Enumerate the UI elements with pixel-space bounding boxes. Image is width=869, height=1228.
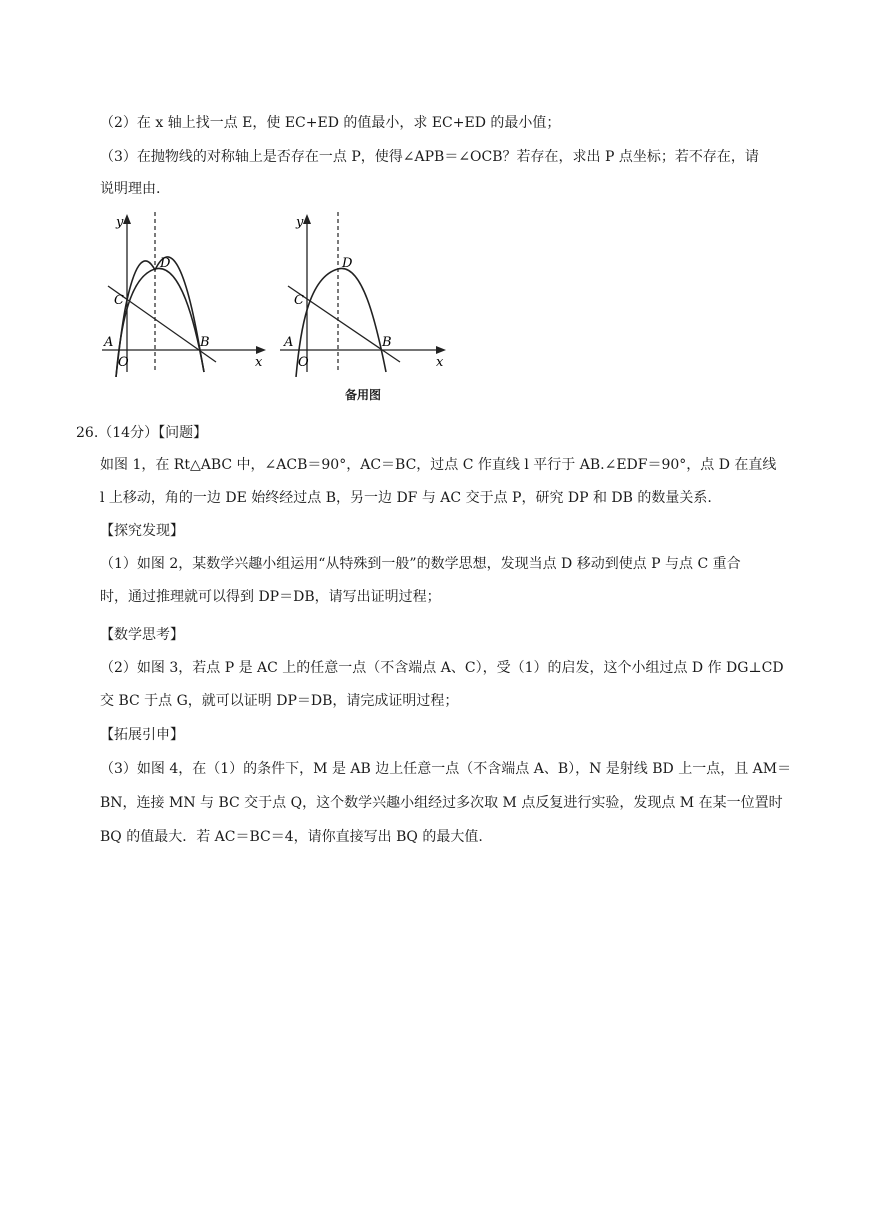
q26-part2-line1: （2）如图 3，若点 P 是 AC 上的任意一点（不含端点 A、C），受（1）的启发，这个小组过点 D 作 DG⊥CD — [100, 660, 784, 676]
label-y: y — [296, 215, 304, 230]
label-A: A — [284, 335, 294, 350]
q25-part3-line1: （3）在抛物线的对称轴上是否存在一点 P，使得∠APB＝∠OCB？若存在，求出 P 点坐标；若不存在，请 — [100, 149, 759, 165]
parabola-figure-2 — [278, 212, 456, 377]
label-y: y — [116, 215, 124, 230]
label-D: D — [342, 256, 353, 271]
q25-part2: （2）在 x 轴上找一点 E，使 EC+ED 的值最小，求 EC+ED 的最小值； — [100, 115, 561, 131]
label-x: x — [255, 355, 263, 370]
q26-part1-line2: 时，通过推理就可以得到 DP＝DB，请写出证明过程； — [100, 589, 441, 605]
label-x: x — [436, 355, 444, 370]
label-C: C — [294, 293, 304, 308]
label-O: O — [118, 355, 129, 370]
q25-part3-line2: 说明理由. — [100, 181, 161, 197]
q26-part2-line2: 交 BC 于点 G，就可以证明 DP＝DB，请完成证明过程； — [100, 693, 459, 709]
label-D: D — [160, 256, 171, 271]
q26-explore-heading: 【探究发现】 — [100, 523, 184, 539]
parabola-figure-1 — [100, 212, 270, 377]
q26-part3-line3: BQ 的值最大．若 AC＝BC＝4，请你直接写出 BQ 的最大值. — [100, 829, 483, 845]
q26-problem-line1: 如图 1，在 Rt△ABC 中，∠ACB＝90°，AC＝BC，过点 C 作直线 l 平行于 AB.∠EDF＝90°，点 D 在直线 — [100, 457, 777, 473]
figure-caption-spare: 备用图 — [345, 388, 382, 402]
q26-think-heading: 【数学思考】 — [100, 627, 184, 643]
label-C: C — [114, 293, 124, 308]
label-B: B — [382, 335, 392, 350]
q26-part1-line1: （1）如图 2，某数学兴趣小组运用“从特殊到一般”的数学思想，发现当点 D 移动到使点 P 与点 C 重合 — [100, 556, 741, 572]
label-O: O — [298, 355, 309, 370]
q26-part3-line2: BN，连接 MN 与 BC 交于点 Q，这个数学兴趣小组经过多次取 M 点反复进行实验，发现点 M 在某一位置时 — [100, 795, 783, 811]
q26-part3-line1: （3）如图 4，在（1）的条件下，M 是 AB 边上任意一点（不含端点 A、B），N 是射线 BD 上一点，且 AM＝ — [100, 761, 792, 777]
q26-extend-heading: 【拓展引申】 — [100, 727, 184, 743]
q26-problem-line2: l 上移动，角的一边 DE 始终经过点 B，另一边 DF 与 AC 交于点 P，研究 DP 和 DB 的数量关系. — [100, 490, 712, 506]
label-B: B — [200, 335, 210, 350]
q26-heading: 26.（14分）【问题】 — [76, 425, 208, 441]
label-A: A — [104, 335, 114, 350]
